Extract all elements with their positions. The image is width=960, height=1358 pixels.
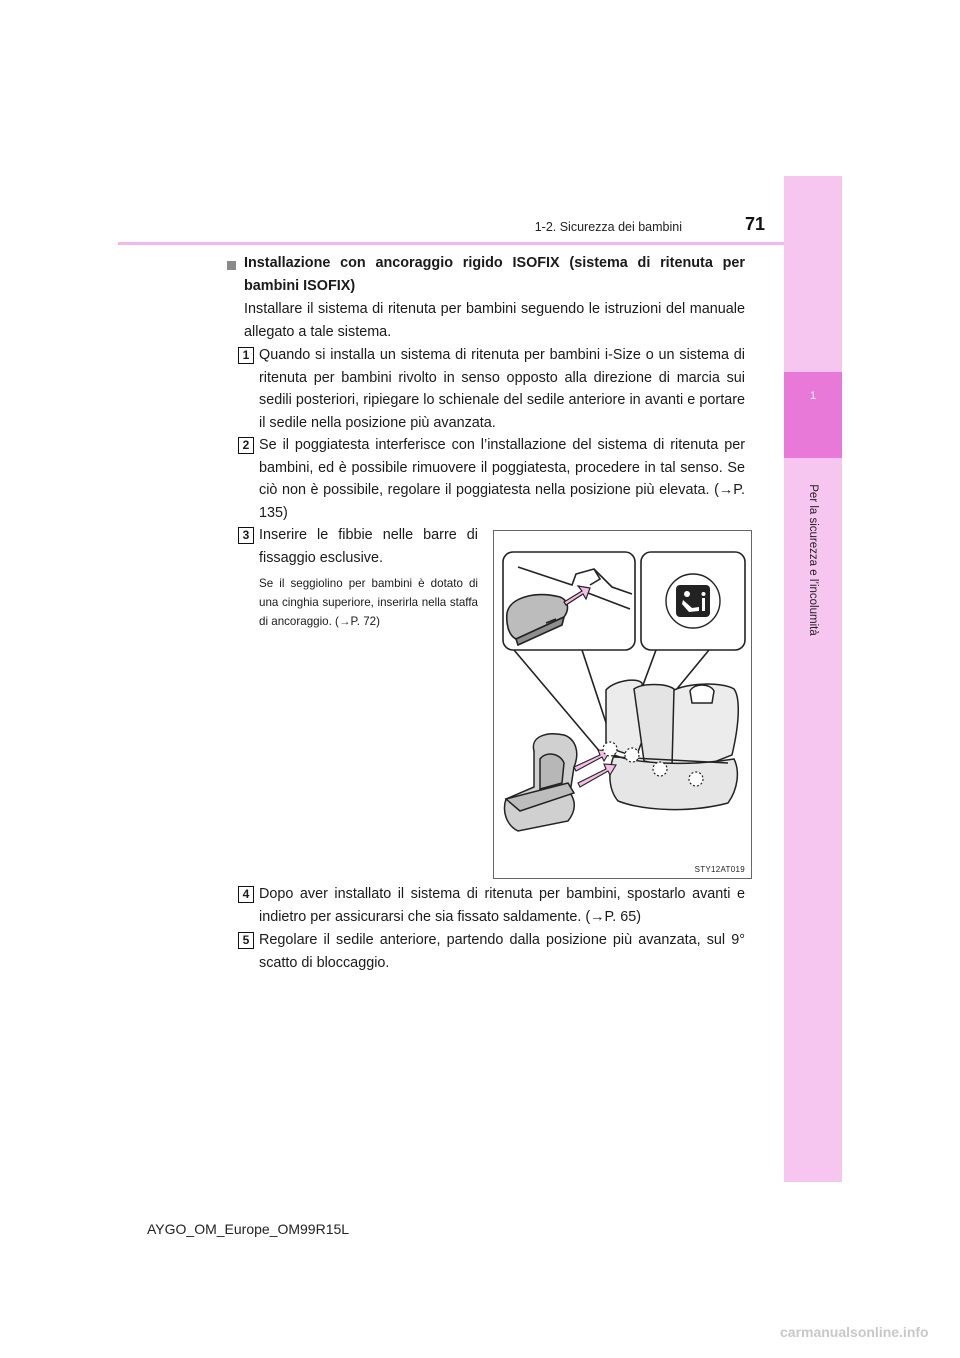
figure-code: STY12AT019 xyxy=(694,865,745,874)
step-number-1: 1 xyxy=(238,347,254,364)
chapter-marker xyxy=(784,372,842,458)
step-note-3: Se il seggiolino per bambini è dotato di una cinghia superiore, inserirla nella staffa di ancoraggio. (→P. 72) xyxy=(259,577,478,628)
page-number: 71 xyxy=(744,214,765,234)
chapter-title: Per la sicurezza e l’incolumità xyxy=(807,484,819,636)
step-text-4: Dopo aver installato il sistema di ritenuta per bambini, spostarlo avanti e indietro per assicurarsi che sia fissato saldamente. (→P. 65) xyxy=(259,886,745,925)
step-text-5: Regolare il sedile anteriore, partendo dalla posizione più avanzata, sul 9° scatto di bloccaggio. xyxy=(259,932,745,971)
heading-bullet-icon xyxy=(227,261,236,270)
step-number-4: 4 xyxy=(238,886,254,903)
step-number-2: 2 xyxy=(238,437,254,454)
isofix-illustration xyxy=(493,530,752,879)
intro-paragraph: Installare il sistema di ritenuta per bambini seguendo le istruzioni del manuale allegato a tale sistema. xyxy=(244,301,745,340)
section-heading: Installazione con ancoraggio rigido ISOFIX (sistema di ritenuta per bambini ISOFIX) xyxy=(244,255,745,294)
isofix-diagram xyxy=(494,531,751,878)
step-text-2: Se il poggiatesta interferisce con l’installazione del sistema di ritenuta per bambini, ed è possibile rimuovere il poggiatesta, procedere in tal senso. Se ciò non è possibile, regolare il poggiatesta nella posizione più elevata. (→P. 135) xyxy=(259,437,745,521)
step-text-1: Quando si installa un sistema di ritenuta per bambini i-Size o un sistema di ritenuta per bambini rivolto in senso opposto alla direzione di marcia sui sedili posteriori, ripiegare lo schienale del sedile anteriore in avanti e portare il sedile nella posizione più avanzata. xyxy=(259,347,745,431)
step-text-3: Inserire le fibbie nelle barre di fissaggio esclusive. xyxy=(259,527,478,566)
section-title: 1-2. Sicurezza dei bambini xyxy=(534,220,682,234)
step-number-3: 3 xyxy=(238,527,254,544)
chapter-number: 1 xyxy=(809,390,817,402)
chapter-side-tab xyxy=(784,176,842,1182)
watermark: carmanualsonline.info xyxy=(780,1324,929,1340)
header-rule xyxy=(118,242,784,245)
step-number-5: 5 xyxy=(238,932,254,949)
document-id: AYGO_OM_Europe_OM99R15L xyxy=(147,1221,350,1237)
